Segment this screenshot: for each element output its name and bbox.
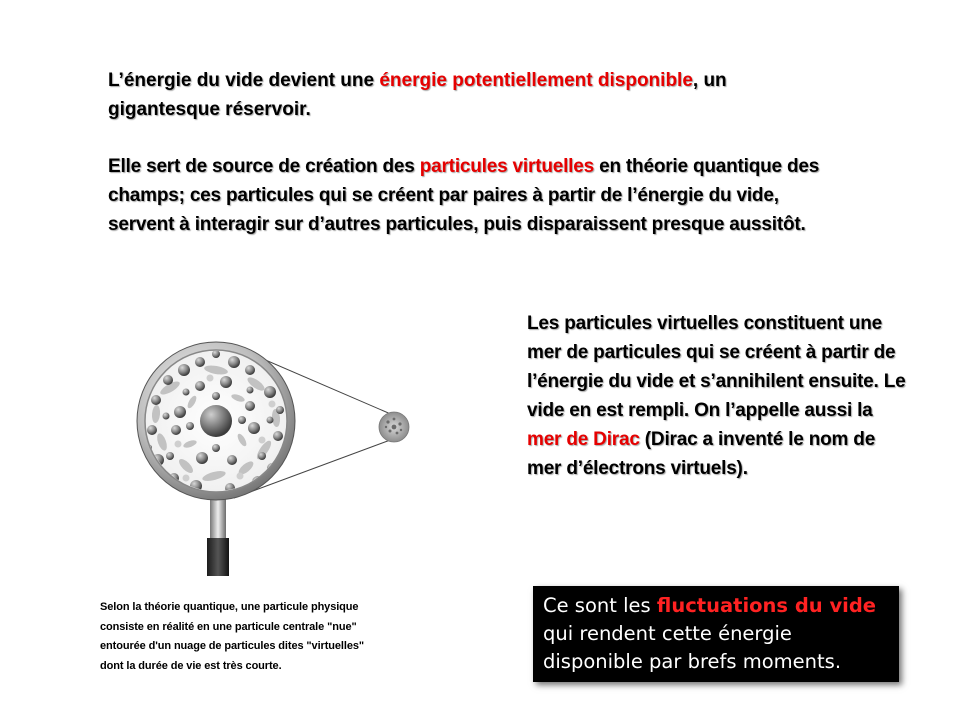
caption-line: dont la durée de vie est très courte. — [100, 659, 282, 672]
paragraph-vacuum-energy — [108, 66, 828, 124]
para2-highlight: particules virtuelles — [419, 156, 594, 177]
magnifier-particle-cloud-icon — [130, 340, 420, 576]
para1-text-after: , un gigantesque réservoir. — [108, 70, 727, 120]
callout-text-after: qui rendent cette énergie disponible par brefs moments. — [543, 622, 842, 673]
para1-highlight: énergie potentiellement disponible — [379, 70, 693, 91]
paragraph-virtual-particles — [108, 152, 828, 239]
callout-text-before: Ce sont les — [543, 594, 657, 617]
para3-highlight: mer de Dirac — [527, 429, 640, 450]
para3-text-before: Les particules virtuelles constituent une mer de particules qui se créent à partir de l’énergie du vide et s’annihilent ensuite. Le vide en est rempli. On l’appelle aussi la — [527, 313, 906, 421]
callout-highlight: fluctuations du vide — [656, 594, 877, 617]
caption-line: Selon la théorie quantique, une particule physique — [100, 601, 359, 613]
para2-text-before: Elle sert de source de création des — [108, 156, 420, 177]
para1-text-before: L’énergie du vide devient une — [108, 70, 380, 91]
para3-text-after: (Dirac a inventé le nom de mer d’électrons virtuels). — [527, 429, 876, 479]
caption-line: consiste en réalité en une particule centrale "nue" — [100, 620, 357, 633]
caption-line: entourée d'un nuage de particules dites "virtuelles" — [100, 640, 364, 652]
callout-box — [533, 586, 899, 682]
paragraph-dirac-sea — [527, 309, 907, 483]
illustration-caption — [100, 598, 450, 676]
para2-text-after: en théorie quantique des champs; ces particules qui se créent par paires à partir de l’énergie du vide, servent à interagir sur d’autres particules, puis disparaissent presque aussitôt. — [108, 156, 820, 235]
